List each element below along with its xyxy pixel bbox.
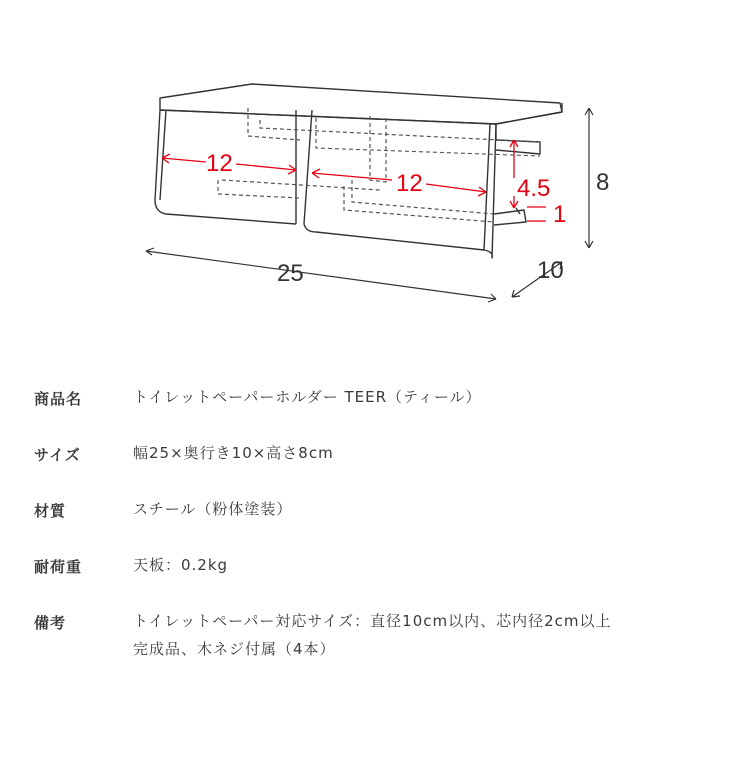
spec-label: 備考 [34,614,67,632]
hidden-rod-lines [218,108,540,222]
height-label: 8 [596,169,610,196]
rod-height-label: 4.5 [517,175,551,202]
spec-value-line-2: 完成品、木ネジ付属（4本） [133,640,336,658]
inner-left-width-label: 12 [206,150,233,177]
spec-label: 商品名 [34,390,83,408]
lip-label: 1 [553,201,567,228]
width-label: 25 [277,260,304,287]
spec-value: トイレットペーパー対応サイズ：直径10cm以内、芯内径2cm以上 [133,612,612,630]
spec-label: 材質 [34,502,67,520]
spec-label: 耐荷重 [34,558,83,576]
spec-label: サイズ [34,446,81,464]
spec-value: スチール（粉体塗装） [133,500,293,518]
depth-label: 10 [537,257,564,284]
spec-value: トイレットペーパーホルダー TEER（ティール） [133,388,482,406]
product-dimension-diagram [0,0,750,330]
spec-value: 幅25×奥行き10×高さ8cm [133,444,334,462]
inner-right-width-label: 12 [396,170,423,197]
spec-value: 天板：0.2kg [133,556,229,574]
